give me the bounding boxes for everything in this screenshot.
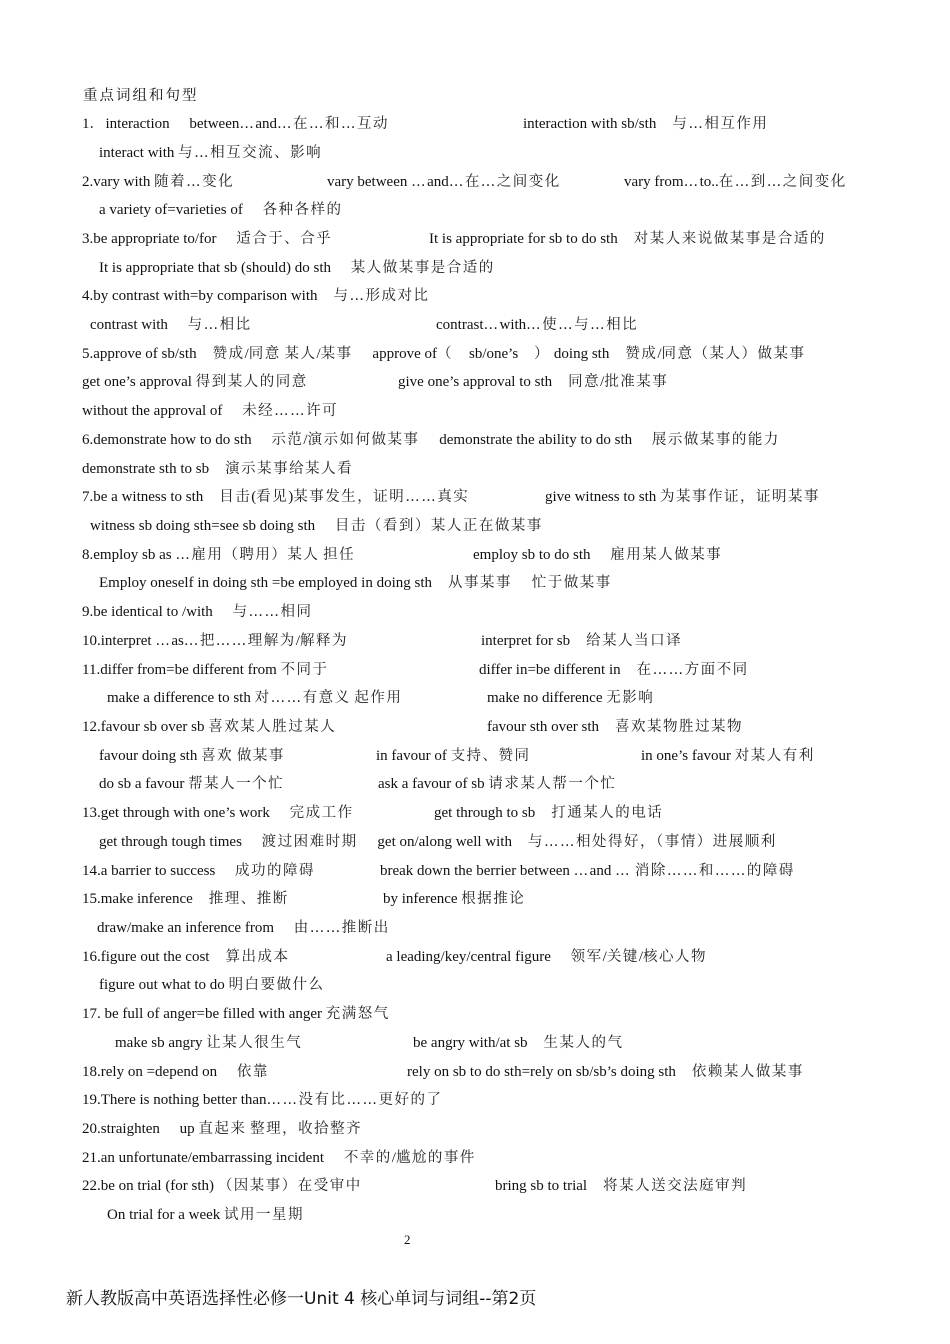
phrase-line — [0, 828, 950, 856]
phrase-entry: get through tough times 渡过困难时期 get on/along well with 与……相处得好，（事情）进展顺利 — [99, 834, 777, 850]
phrase-entry: It is appropriate that sb (should) do sth 某人做某事是合适的 — [99, 260, 495, 276]
phrase-entry: differ in=be different in 在……方面不同 — [479, 662, 749, 678]
phrase-entry: make sb angry 让某人很生气 — [115, 1035, 303, 1051]
phrase-entry: 2.vary with 随着…变化 — [82, 174, 235, 190]
phrase-entry: 18.rely on =depend on 依靠 — [82, 1064, 269, 1080]
phrase-line — [0, 168, 950, 196]
phrase-entry: a variety of=varieties of 各种各样的 — [99, 202, 343, 218]
phrase-line — [0, 512, 950, 540]
phrase-entry: get one’s approval 得到某人的同意 — [82, 374, 308, 390]
phrase-entry: interaction with sb/sth 与…相互作用 — [523, 116, 769, 132]
phrase-entry: 8.employ sb as …雇用（聘用）某人 担任 — [82, 547, 356, 563]
phrase-entry: figure out what to do 明白要做什么 — [99, 977, 325, 993]
phrase-entry: favour sth over sth 喜欢某物胜过某物 — [487, 719, 744, 735]
phrase-entry: ask a favour of sb 请求某人帮一个忙 — [378, 776, 617, 792]
phrase-entry: 4.by contrast with=by comparison with 与…形成对比 — [82, 288, 430, 304]
phrase-entry: by inference 根据推论 — [383, 891, 526, 907]
phrase-line — [0, 799, 950, 827]
phrase-entry: 1．interaction between…and…在…和…互动 — [82, 116, 390, 132]
phrase-entry: bring sb to trial 将某人送交法庭审判 — [495, 1178, 748, 1194]
phrase-line — [0, 971, 950, 999]
phrase-line — [0, 483, 950, 511]
phrase-entry: make no difference 无影响 — [487, 690, 655, 706]
phrase-entry: witness sb doing sth=see sb doing sth 目击（看到）某人正在做某事 — [90, 518, 543, 534]
phrase-line — [0, 397, 950, 425]
phrase-entry: interpret for sb 给某人当口译 — [481, 633, 683, 649]
phrase-line — [0, 368, 950, 396]
phrase-entry: a leading/key/central figure 领军/关键/核心人物 — [386, 949, 708, 965]
phrase-entry: On trial for a week 试用一星期 — [107, 1207, 305, 1223]
phrase-entry: give witness to sth 为某事作证，证明某事 — [545, 489, 820, 505]
phrase-entry: It is appropriate for sb to do sth 对某人来说做某事是合适的 — [429, 231, 826, 247]
phrase-entry: contrast with 与…相比 — [90, 317, 252, 333]
phrase-line — [0, 627, 950, 655]
phrase-line — [0, 770, 950, 798]
phrase-entry: 22.be on trial (for sth) （因某事）在受审中 — [82, 1178, 362, 1194]
phrase-entry: 15.make inference 推理、推断 — [82, 891, 289, 907]
phrase-line — [0, 455, 950, 483]
phrase-line — [0, 1029, 950, 1057]
phrase-line — [0, 1172, 950, 1200]
phrase-line — [0, 569, 950, 597]
phrase-entry: 17. be full of anger=be filled with anger 充满怒气 — [82, 1006, 390, 1022]
phrase-line — [0, 340, 950, 368]
phrase-entry: 5.approve of sb/sth 赞成/同意 某人/某事 approve of（ sb/one’s ） doing sth 赞成/同意（某人）做某事 — [82, 346, 806, 362]
phrase-entry: interact with 与…相互交流、影响 — [99, 145, 323, 161]
phrase-entry: employ sb to do sth 雇用某人做某事 — [473, 547, 723, 563]
phrase-line — [0, 1058, 950, 1086]
phrase-line — [0, 656, 950, 684]
phrase-entry: 19.There is nothing better than……没有比……更好的了 — [82, 1092, 443, 1108]
phrase-line — [0, 1201, 950, 1229]
phrase-line — [0, 1000, 950, 1028]
phrase-line — [0, 1086, 950, 1114]
phrase-line — [0, 110, 950, 138]
phrase-entry: draw/make an inference from 由……推断出 — [97, 920, 390, 936]
phrase-entry: 6.demonstrate how to do sth 示范/演示如何做某事 demonstrate the ability to do sth 展示做某事的能力 — [82, 432, 780, 448]
phrase-entry: 9.be identical to /with 与……相同 — [82, 604, 313, 620]
phrase-line — [0, 742, 950, 770]
phrase-entry: get through to sb 打通某人的电话 — [434, 805, 664, 821]
phrase-entry: rely on sb to do sth=rely on sb/sb’s doing sth 依赖某人做某事 — [407, 1064, 804, 1080]
phrase-line — [0, 311, 950, 339]
page-number: 2 — [404, 1232, 411, 1247]
phrase-entry: 20.straighten up 直起来 整理，收拾整齐 — [82, 1121, 363, 1137]
phrase-entry: 3.be appropriate to/for 适合于、合乎 — [82, 231, 333, 247]
phrase-entry: 11.differ from=be different from 不同于 — [82, 662, 329, 678]
phrase-line — [0, 713, 950, 741]
phrase-line — [0, 598, 950, 626]
phrase-line — [0, 857, 950, 885]
phrase-line — [0, 914, 950, 942]
phrase-entry: 16.figure out the cost 算出成本 — [82, 949, 290, 965]
phrase-entry: without the approval of 未经……许可 — [82, 403, 339, 419]
phrase-entry: demonstrate sth to sb 演示某事给某人看 — [82, 461, 354, 477]
phrase-line — [0, 426, 950, 454]
phrase-line — [0, 139, 950, 167]
phrase-line — [0, 1144, 950, 1172]
phrase-line — [0, 885, 950, 913]
phrase-entry: 13.get through with one’s work 完成工作 — [82, 805, 354, 821]
phrase-entry: in favour of 支持、赞同 — [376, 748, 531, 764]
phrase-entry: 10.interpret …as…把……理解为/解释为 — [82, 633, 348, 649]
phrase-line — [0, 196, 950, 224]
footer-caption: 新人教版高中英语选择性必修一Unit 4 核心单词与词组--第2页 — [66, 1289, 537, 1309]
phrase-entry: make a difference to sth 对……有意义 起作用 — [107, 690, 403, 706]
phrase-entry: favour doing sth 喜欢 做某事 — [99, 748, 285, 764]
phrase-entry: vary between …and…在…之间变化 — [327, 174, 561, 190]
phrase-entry: give one’s approval to sth 同意/批准某事 — [398, 374, 669, 390]
phrase-entry: 12.favour sb over sb 喜欢某人胜过某人 — [82, 719, 337, 735]
phrase-entry: do sb a favour 帮某人一个忙 — [99, 776, 285, 792]
phrase-entry: 14.a barrier to success 成功的障碍 — [82, 863, 316, 879]
phrase-line — [0, 943, 950, 971]
phrase-entry: contrast…with…使…与…相比 — [436, 317, 639, 333]
phrase-entry: break down the berrier between …and … 消除……和……的障碍 — [380, 863, 795, 879]
phrase-line — [0, 541, 950, 569]
phrase-entry: in one’s favour 对某人有利 — [641, 748, 815, 764]
phrase-line — [0, 225, 950, 253]
section-title: 重点词组和句型 — [83, 88, 199, 104]
phrase-line — [0, 1115, 950, 1143]
phrase-line — [0, 684, 950, 712]
phrase-entry: Employ oneself in doing sth =be employed in doing sth 从事某事 忙于做某事 — [99, 575, 612, 591]
phrase-entry: 7.be a witness to sth 目击(看见)某事发生，证明……真实 — [82, 489, 470, 505]
phrase-entry: vary from…to..在…到…之间变化 — [624, 174, 847, 190]
phrase-line — [0, 282, 950, 310]
phrase-line — [0, 254, 950, 282]
phrase-entry: be angry with/at sb 生某人的气 — [413, 1035, 624, 1051]
phrase-entry: 21.an unfortunate/embarrassing incident 不幸的/尴尬的事件 — [82, 1150, 476, 1166]
